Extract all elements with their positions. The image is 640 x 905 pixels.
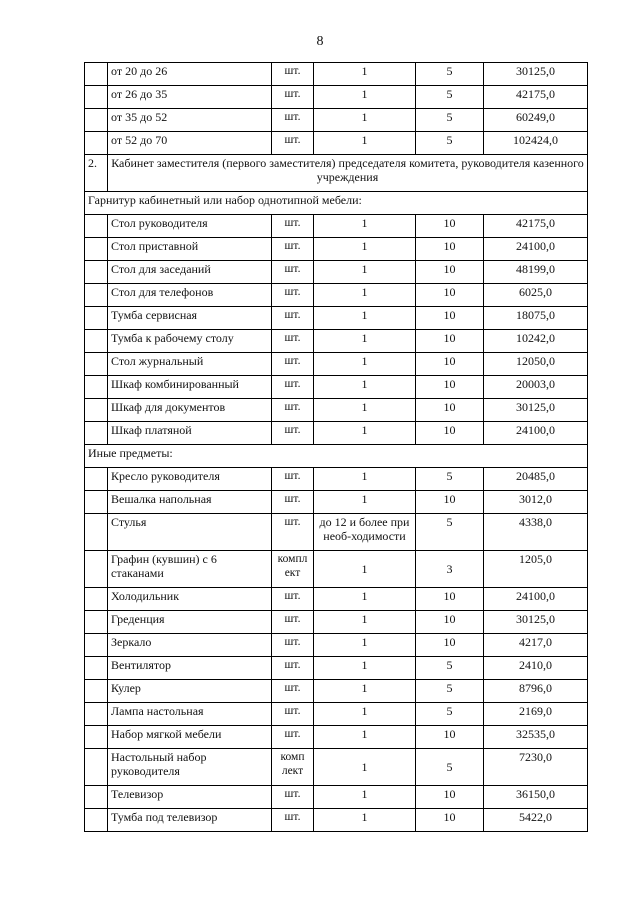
item-unit: шт. [272,261,314,284]
item-qty: до 12 и более при необ-ходимости [314,514,416,551]
page-number: 8 [316,34,324,49]
item-price: 20003,0 [484,376,588,399]
item-term: 10 [416,588,484,611]
item-unit: шт. [272,468,314,491]
item-price: 48199,0 [484,261,588,284]
row-number-cell [85,809,108,832]
section-number: 2. [85,155,108,192]
item-name: Стол приставной [108,238,272,261]
item-unit: шт. [272,86,314,109]
table-row [85,261,588,284]
row-number-cell [85,376,108,399]
item-name: Стол для заседаний [108,261,272,284]
table-row [85,399,588,422]
item-term: 10 [416,376,484,399]
table-row [85,703,588,726]
item-qty: 1 [314,657,416,680]
item-qty: 1 [314,238,416,261]
item-qty: 1 [314,809,416,832]
row-number-cell [85,422,108,445]
item-unit: шт. [272,132,314,155]
item-price: 18075,0 [484,307,588,330]
row-number-cell [85,786,108,809]
item-name: Стол руководителя [108,215,272,238]
item-qty: 1 [314,703,416,726]
table-row [85,588,588,611]
item-term: 10 [416,611,484,634]
row-number-cell [85,726,108,749]
item-term: 5 [416,514,484,551]
item-qty: 1 [314,422,416,445]
item-qty: 1 [314,215,416,238]
item-price: 2169,0 [484,703,588,726]
group-header-row [85,192,588,215]
item-name: Тумба сервисная [108,307,272,330]
table-row [85,307,588,330]
item-name: Стол для телефонов [108,284,272,307]
item-price: 4217,0 [484,634,588,657]
item-qty: 1 [314,399,416,422]
row-number-cell [85,703,108,726]
group-title: Иные предметы: [85,445,588,468]
item-name: от 35 до 52 [108,109,272,132]
item-name: от 52 до 70 [108,132,272,155]
item-name: Вешалка напольная [108,491,272,514]
table-row [85,611,588,634]
item-unit: шт. [272,514,314,551]
item-unit: шт. [272,238,314,261]
item-unit: шт. [272,422,314,445]
item-price: 60249,0 [484,109,588,132]
item-price: 30125,0 [484,399,588,422]
furniture-norms-table [84,62,588,832]
row-number-cell [85,63,108,86]
group-header-row [85,445,588,468]
item-unit: шт. [272,588,314,611]
table-row [85,109,588,132]
table-row [85,284,588,307]
item-price: 1205,0 [484,551,588,588]
row-number-cell [85,399,108,422]
item-name: Стулья [108,514,272,551]
item-qty: 1 [314,307,416,330]
item-term: 10 [416,399,484,422]
item-term: 10 [416,809,484,832]
item-price: 7230,0 [484,749,588,786]
item-price: 5422,0 [484,809,588,832]
item-term: 5 [416,132,484,155]
item-name: Холодильник [108,588,272,611]
item-term: 10 [416,491,484,514]
item-term: 10 [416,786,484,809]
table-row [85,422,588,445]
table-row [85,132,588,155]
row-number-cell [85,749,108,786]
item-qty: 1 [314,749,416,786]
item-unit: шт. [272,634,314,657]
table-row [85,63,588,86]
item-price: 24100,0 [484,238,588,261]
item-qty: 1 [314,63,416,86]
table-row [85,809,588,832]
row-number-cell [85,109,108,132]
item-price: 42175,0 [484,86,588,109]
item-term: 5 [416,63,484,86]
row-number-cell [85,491,108,514]
item-unit: шт. [272,399,314,422]
item-name: Телевизор [108,786,272,809]
item-qty: 1 [314,284,416,307]
item-qty: 1 [314,132,416,155]
table-row [85,376,588,399]
item-price: 8796,0 [484,680,588,703]
row-number-cell [85,468,108,491]
item-name: Стол журнальный [108,353,272,376]
row-number-cell [85,514,108,551]
item-price: 42175,0 [484,215,588,238]
item-term: 10 [416,422,484,445]
row-number-cell [85,132,108,155]
group-title: Гарнитур кабинетный или набор однотипной мебели: [85,192,588,215]
table-row [85,726,588,749]
item-name: Шкаф комбинированный [108,376,272,399]
section-header-row [85,155,588,192]
item-unit: шт. [272,786,314,809]
row-number-cell [85,353,108,376]
item-name: Тумба к рабочему столу [108,330,272,353]
item-unit: шт. [272,109,314,132]
item-name: Зеркало [108,634,272,657]
item-unit: шт. [272,809,314,832]
item-unit: шт. [272,284,314,307]
row-number-cell [85,330,108,353]
item-term: 5 [416,109,484,132]
item-price: 20485,0 [484,468,588,491]
item-term: 10 [416,261,484,284]
item-name: Настольный набор руководителя [108,749,272,786]
row-number-cell [85,86,108,109]
item-unit: шт. [272,680,314,703]
item-qty: 1 [314,611,416,634]
item-term: 10 [416,634,484,657]
item-qty: 1 [314,588,416,611]
item-unit: компл ект [272,551,314,588]
item-term: 10 [416,330,484,353]
row-number-cell [85,261,108,284]
item-term: 5 [416,703,484,726]
item-name: Графин (кувшин) с 6 стаканами [108,551,272,588]
row-number-cell [85,680,108,703]
item-unit: шт. [272,703,314,726]
item-price: 4338,0 [484,514,588,551]
item-term: 5 [416,468,484,491]
row-number-cell [85,588,108,611]
row-number-cell [85,611,108,634]
table-row [85,680,588,703]
item-price: 30125,0 [484,63,588,86]
item-qty: 1 [314,330,416,353]
item-unit: шт. [272,353,314,376]
item-qty: 1 [314,634,416,657]
item-qty: 1 [314,468,416,491]
item-qty: 1 [314,86,416,109]
row-number-cell [85,634,108,657]
table-row [85,514,588,551]
item-name: Набор мягкой мебели [108,726,272,749]
item-name: Кресло руководителя [108,468,272,491]
item-term: 10 [416,284,484,307]
item-term: 5 [416,657,484,680]
item-qty: 1 [314,376,416,399]
item-name: Лампа настольная [108,703,272,726]
row-number-cell [85,284,108,307]
item-term: 3 [416,551,484,588]
item-price: 10242,0 [484,330,588,353]
item-name: Шкаф платяной [108,422,272,445]
item-qty: 1 [314,726,416,749]
item-term: 5 [416,749,484,786]
item-name: Тумба под телевизор [108,809,272,832]
table-row [85,551,588,588]
item-term: 5 [416,86,484,109]
item-unit: шт. [272,330,314,353]
table-row [85,749,588,786]
item-qty: 1 [314,680,416,703]
item-unit: шт. [272,611,314,634]
item-qty: 1 [314,353,416,376]
item-unit: шт. [272,376,314,399]
table-row [85,215,588,238]
item-qty: 1 [314,261,416,284]
item-price: 6025,0 [484,284,588,307]
item-unit: шт. [272,307,314,330]
item-name: Кулер [108,680,272,703]
item-name: от 26 до 35 [108,86,272,109]
item-qty: 1 [314,109,416,132]
item-price: 24100,0 [484,422,588,445]
item-term: 10 [416,726,484,749]
item-price: 32535,0 [484,726,588,749]
item-unit: комп лект [272,749,314,786]
item-term: 10 [416,307,484,330]
item-price: 24100,0 [484,588,588,611]
item-unit: шт. [272,215,314,238]
item-unit: шт. [272,726,314,749]
table-row [85,86,588,109]
row-number-cell [85,551,108,588]
item-term: 10 [416,215,484,238]
item-price: 102424,0 [484,132,588,155]
item-unit: шт. [272,657,314,680]
item-term: 10 [416,238,484,261]
item-term: 5 [416,680,484,703]
item-price: 2410,0 [484,657,588,680]
table-row [85,238,588,261]
table-row [85,491,588,514]
item-name: Шкаф для документов [108,399,272,422]
item-unit: шт. [272,491,314,514]
item-name: от 20 до 26 [108,63,272,86]
item-term: 10 [416,353,484,376]
item-qty: 1 [314,551,416,588]
table-row [85,634,588,657]
item-qty: 1 [314,786,416,809]
row-number-cell [85,238,108,261]
item-qty: 1 [314,491,416,514]
table-row [85,657,588,680]
item-price: 36150,0 [484,786,588,809]
item-price: 12050,0 [484,353,588,376]
item-price: 3012,0 [484,491,588,514]
table-row [85,353,588,376]
item-name: Греденция [108,611,272,634]
table-row [85,468,588,491]
table-row [85,330,588,353]
row-number-cell [85,215,108,238]
row-number-cell [85,307,108,330]
section-title: Кабинет заместителя (первого заместителя) председателя комитета, руководителя казенного учреждения [108,155,588,192]
table-row [85,786,588,809]
row-number-cell [85,657,108,680]
item-unit: шт. [272,63,314,86]
item-name: Вентилятор [108,657,272,680]
item-price: 30125,0 [484,611,588,634]
